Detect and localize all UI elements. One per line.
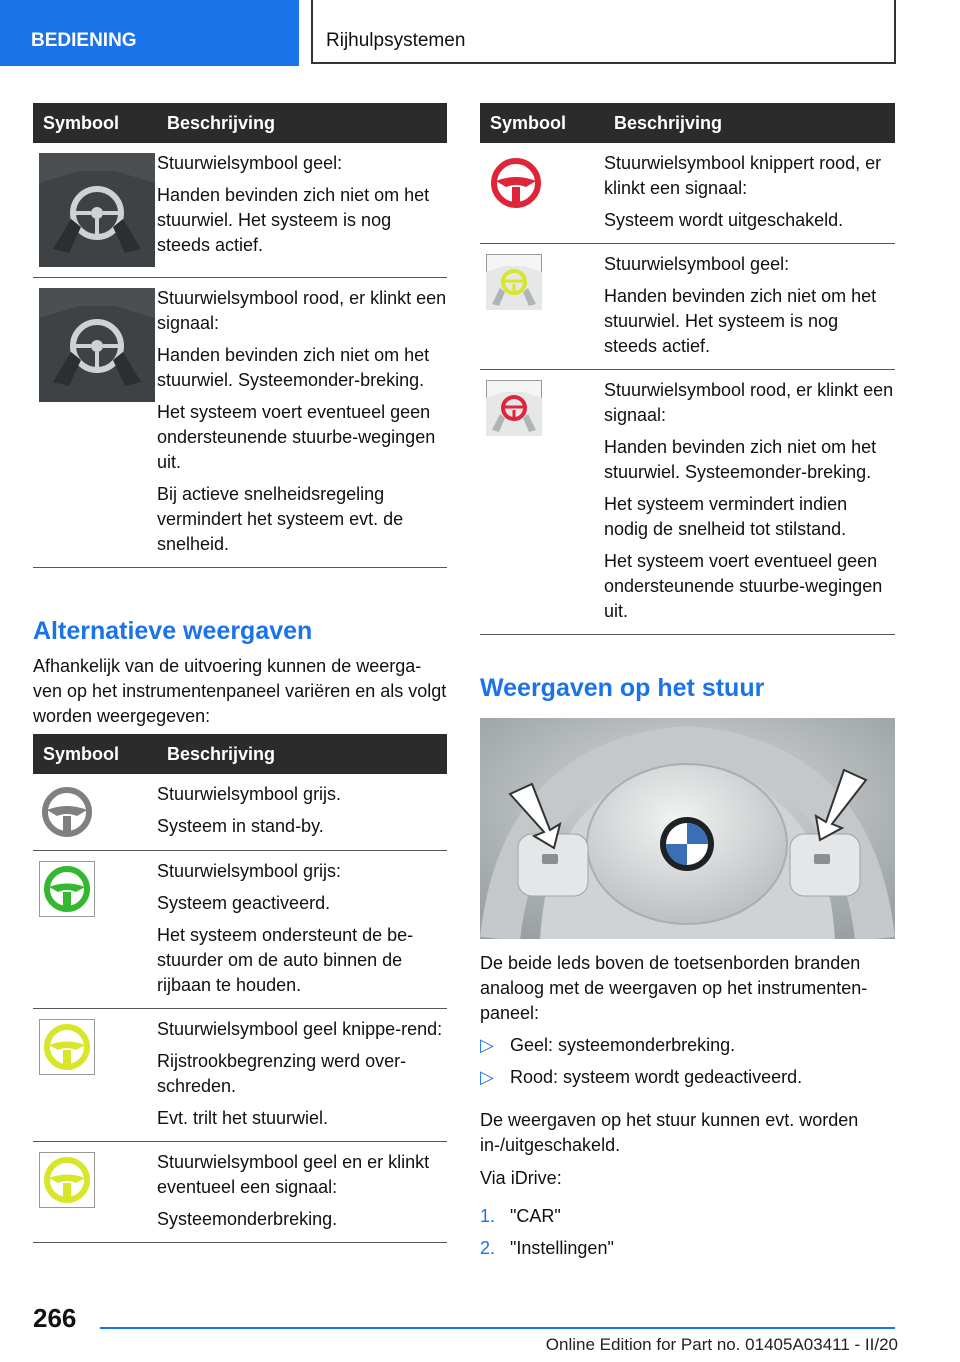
step-number: 2. [480,1238,496,1258]
table-row [480,370,895,635]
description-text: Systeem in stand-by. [157,816,324,836]
steering-wheel-grey-icon [39,784,95,840]
symbol-table-left-1 [33,103,447,568]
section-tab [0,0,299,66]
steering-wheel-hands-red-icon [486,380,542,436]
footer-divider [100,1327,895,1329]
description-text: Handen bevinden zich niet om het stuurwiel. Systeemonder-breking. [157,345,430,390]
description-text: Systeem geactiveerd. [157,893,331,913]
steps-list [480,1204,895,1268]
col-header-description: Beschrijving [604,103,895,143]
steering-wheel-green-icon [39,861,95,917]
description-text: Rijstrookbegrenzing werd over-schreden. [157,1051,407,1096]
table-row [33,1142,447,1243]
description-text: Handen bevinden zich niet om het stuurwiel. Het systeem is nog steeds actief. [604,286,877,356]
list-item [480,1033,895,1058]
page-number: 266 [33,1303,77,1333]
description-text: Stuurwielsymbool rood, er klinkt een signaal: [604,380,894,425]
list-item-text: "Instellingen" [510,1238,614,1258]
triangle-marker-icon: ▷ [480,1035,494,1055]
wheel-paragraph-3: Via iDrive: [480,1168,562,1188]
steering-wheel-yellow-signal-icon [39,1152,95,1208]
section-heading: Weergaven op het stuur [480,674,765,702]
list-item [480,1236,895,1261]
steering-wheel-yellow-blinking-icon [39,1019,95,1075]
triangle-marker-icon: ▷ [480,1067,494,1087]
table-row [33,278,447,568]
description-text: Systeemonderbreking. [157,1209,338,1229]
description-text: Het systeem ondersteunt de be-stuurder om de auto binnen de rijbaan te houden. [157,925,414,995]
footer-edition: Online Edition for Part no. 01405A03411 - II/20 [545,1335,898,1354]
description-text: Stuurwielsymbool geel: [157,153,343,173]
table-row [33,1009,447,1142]
wheel-paragraph-1: De beide leds boven de toetsenborden branden analoog met de weergaven op het instrumenten-paneel: [480,953,868,1023]
col-header-symbol: Symbool [33,103,157,143]
col-header-description: Beschrijving [157,103,447,143]
description-text: Het systeem vermindert indien nodig de snelheid tot stilstand. [604,494,848,539]
description-text: Het systeem voert eventueel geen ondersteunende stuurbe-wegingen uit. [604,551,883,621]
symbol-table-right [480,103,895,635]
col-header-symbol: Symbool [33,734,157,774]
steering-wheel-red-blinking-icon [486,153,546,209]
description-text: Stuurwielsymbool geel en er klinkt eventueel een signaal: [157,1152,430,1197]
description-text: Handen bevinden zich niet om het stuurwiel. Systeemonder-breking. [604,437,877,482]
wheel-paragraph-2: De weergaven op het stuur kunnen evt. worden in-/uitgeschakeld. [480,1110,859,1155]
description-text: Bij actieve snelheidsregeling vermindert het systeem evt. de snelheid. [157,484,404,554]
step-number: 1. [480,1206,496,1226]
description-text: Stuurwielsymbool geel: [604,254,790,274]
col-header-description: Beschrijving [157,734,447,774]
chapter-tab [311,0,896,64]
description-text: Handen bevinden zich niet om het stuurwiel. Het systeem is nog steeds actief. [157,185,430,255]
table-header-row [33,103,447,143]
list-item-text: Rood: systeem wordt gedeactiveerd. [510,1067,803,1087]
table-row [480,244,895,370]
table-header-row [33,734,447,774]
dashboard-steering-wheel-hands-yellow-icon [39,153,155,267]
description-text: Evt. trilt het stuurwiel. [157,1108,329,1128]
description-text: Stuurwielsymbool rood, er klinkt een signaal: [157,288,447,333]
description-text: Stuurwielsymbool geel knippe-rend: [157,1019,443,1039]
steering-wheel-hands-yellow-icon [486,254,542,310]
section-heading: Alternatieve weergaven [33,617,313,645]
list-item-text: "CAR" [510,1206,561,1226]
description-text: Stuurwielsymbool grijs: [157,861,342,881]
table-row [33,851,447,1009]
table-row [33,774,447,851]
list-item-text: Geel: systeemonderbreking. [510,1035,736,1055]
description-text: Het systeem voert eventueel geen ondersteunende stuurbe-wegingen uit. [157,402,436,472]
col-header-symbol: Symbool [480,103,604,143]
table-header-row [480,103,895,143]
description-text: Systeem wordt uitgeschakeld. [604,210,844,230]
dashboard-steering-wheel-hands-red-icon [39,288,155,402]
table-row [480,143,895,244]
symbol-table-left-2 [33,734,447,1243]
chapter-title: Rijhulpsystemen [326,30,466,51]
steering-wheel-photo [480,718,895,939]
list-item [480,1065,895,1090]
list-item [480,1204,895,1229]
intro-paragraph: Afhankelijk van de uitvoering kunnen de weerga-ven op het instrumentenpaneel variëren en als volgt worden weergegeven: [33,656,447,726]
section-title: BEDIENING [31,30,137,51]
wheel-bullet-list [480,1033,895,1097]
description-text: Stuurwielsymbool knippert rood, er klinkt een signaal: [604,153,882,198]
description-text: Stuurwielsymbool grijs. [157,784,342,804]
table-row [33,143,447,278]
